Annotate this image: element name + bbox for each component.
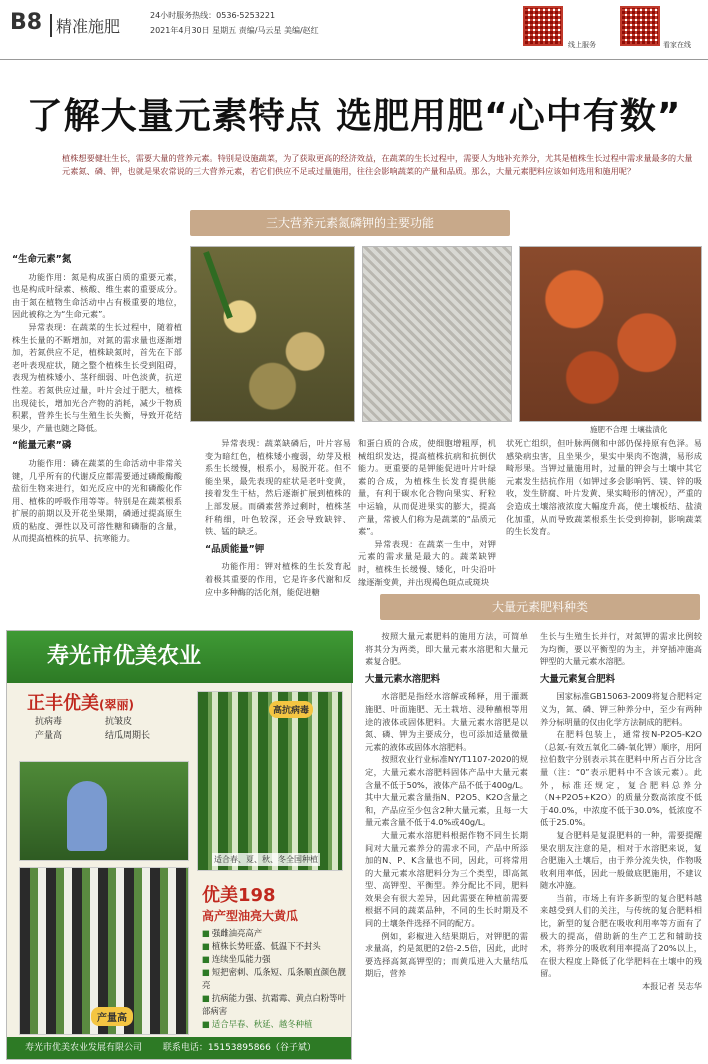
section-banner: 大量元素肥料种类	[380, 594, 700, 620]
ad-suitability: 适合春、夏、秋、冬全国种植	[214, 855, 318, 864]
paragraph: 在肥料包装上，通常按N-P2O5-K2O（总氮-有效五氧化二磷-氧化钾）顺序，用阿拉伯数字分别表示其在肥料中所占百分比含量（注：“0”表示肥料中不含该元素）。此外，标准还规定，复合肥料总养分（N+P2O5+K2O）的质量分数高浓度不低于40.0%，中浓度不低于30.0%，低浓度不低于25.0%。	[540, 729, 702, 828]
person-image	[67, 781, 107, 851]
ad-contact[interactable]: 联系电话：15153895866（谷子斌）	[162, 1043, 316, 1053]
ad-product-title: 优美198	[202, 885, 276, 906]
subheading: “能量元素”磷	[12, 440, 72, 452]
paragraph: 复合肥料是复混肥料的一种，需要提醒果农朋友注意的是，相对于水溶肥来说，复合肥施入土壤后，由于养分流失快，作物吸收利用率低，因此一般做底肥施用，不建议随水冲施。	[540, 829, 702, 891]
ad-product-subtitle: 高产型油亮大黄瓜	[202, 909, 299, 923]
ad-feature: ■ 适合早春、秋延、越冬种植	[202, 1018, 347, 1031]
byline: 本报记者 吴志华	[642, 981, 702, 992]
ad-feature: 抗病毒	[35, 717, 63, 727]
subheading: 大量元素水溶肥料	[365, 673, 441, 685]
ad-feature-list	[202, 927, 347, 1031]
ad-product-alias: (翠丽)	[99, 698, 134, 712]
ad-photo-cucumbers	[197, 691, 343, 871]
paragraph: 异常表现：在蔬菜的生长过程中，随着植株生长量的不断增加，对氮的需求量也逐渐增加，若氮供应不足，植株缺氮时，首先在下部老叶表现症状，随之整个植株生长受到阻碍，表现为植株矮小、茎秆细弱、叶色淡黄，抗逆性差。若氮供应过量，叶片会过于肥大，植株出现徒长，增加光合产物的消耗，减少干物质积累，营养生长与生殖生长失衡，导致开花结果少，产量也随之降低。	[12, 321, 182, 433]
subheading: 大量元素复合肥料	[540, 673, 616, 685]
ad-product-title	[27, 689, 134, 715]
ad-badge: 产量高	[91, 1007, 133, 1026]
qr-caption: 看家在线	[663, 41, 691, 49]
page-header	[0, 0, 708, 60]
paragraph: 当前，市场上有许多新型的复合肥料越来越受到人们的关注，与传统的复合肥料相比，新型的复合肥在吸收利用率等方面有了极大的提高，借助新的生产工艺和辅助技术，将养分的吸收利用率提高了20%以上，在很大程度上降低了化学肥料在土壤中的残留。	[540, 892, 702, 979]
paragraph: 按照农业行业标准NY/T1107-2020的规定，大量元素水溶肥料固体产品中大量元素含量不低于50%，液体产品不低于400g/L。其中大量元素含量指N、P2O5、K2O含量之和，产品应至少包含2种大量元素，且每一大量元素含量不低于4.0%或40g/L。	[365, 754, 528, 828]
ad-feature-list	[35, 715, 195, 743]
advertisement	[6, 630, 352, 1060]
ad-footer	[7, 1037, 351, 1059]
ad-feature: ■ 连续坐瓜能力强	[202, 953, 347, 966]
hotline: 24小时服务热线：0536-5253221	[150, 11, 276, 20]
paragraph: 大量元素水溶肥料根据作物不同生长期间对大量元素养分的需求不同，产品中所添加的N、P、K含量也不同，因此，可将常用的大量元素水溶肥料分为三个类型，即高氮型、高钾型、平衡型。养分配比不同，肥料效果会有很大差异，因此需要在种植前需要根据不同的蔬菜品种，不同的生长时期及不同的土壤条件选择不同的配方。	[365, 829, 528, 929]
ad-feature: ■ 抗病能力强、抗霜霉、黄点白粉等叶部病害	[202, 992, 347, 1018]
paragraph: 和蛋白质的合成，使细胞增粗厚，机械组织发达，提高植株抗病和抗倒伏能力。更重要的是钾能促进叶片叶绿素的合成，为植株生长发育提供能量，有利于碳水化合物向果实、籽粒中运输，从而促进果实的膨大，提高产量，常被人们称为是蔬菜的“品质元素”。	[358, 438, 496, 537]
article-column	[205, 437, 351, 657]
page-number: B8	[10, 10, 43, 35]
paragraph: 异常表现：蔬菜缺磷后，叶片容易变为暗红色，植株矮小瘦弱，幼芽及根系生长缓慢，根系小，易脱开花。但不能坐果，最先表现的症状是老叶变黄，接着发生干枯，然后逐渐扩展到植株的上部发展。而磷素营养过剩时，植株茎秆稍细，叶色较深，还会导致缺锌、铁、锰的缺乏。	[205, 438, 351, 537]
ad-feature: 抗皱皮	[105, 717, 133, 727]
ad-feature: 产量高	[35, 731, 63, 741]
paragraph: 例如，彩椒进入结果期后，对钾肥的需求量高，约是氮肥的2倍-2.5倍，因此，此时要选择高氮高钾型的；而黄瓜进入大量结瓜期后，营养	[365, 930, 528, 979]
paragraph: 功能作用：钾对植株的生长发育起着极其重要的作用，它是许多代谢和反应中多种酶的活化剂，能促进糖	[205, 561, 351, 597]
soil-photo	[362, 246, 512, 422]
ad-feature: 结瓜周期长	[105, 731, 151, 741]
ad-feature: ■ 强雌油亮高产	[202, 927, 347, 940]
qr-caption: 线上服务	[568, 41, 596, 49]
article-column	[12, 248, 182, 638]
ad-header: 寿光市优美农业	[7, 631, 353, 683]
ad-feature: ■ 短把密刺、瓜条短、瓜条顺直颜色靓亮	[202, 966, 347, 992]
qr-code-icon[interactable]	[620, 6, 660, 46]
paragraph: 异常表现：在蔬菜一生中，对钾元素的需求量是最大的。蔬菜缺钾时，植株生长缓慢、矮化，叶尖沿叶缘逐渐变黄，并出现褐色斑点或斑块	[358, 538, 496, 587]
ad-badge: 高抗病毒	[269, 701, 313, 718]
paragraph: 状死亡组织，但叶脉两侧和中部仍保持原有色泽。易感染病虫害，且坐果少，果实中果肉不饱满，易形成畸形果。当钾过量施用时，过量的钾会与土壤中其它元素发生拮抗作用（如钾过多会影响钙、镁、锌的吸收，发生脐腐、叶片发黄、果实畸形的情况），严重的会造成土壤溶液浓度大幅度升高，使土壤板结、盐渍化加重，从而导致蔬菜根系生长受到抑制，影响蔬菜的生长发育。	[506, 438, 702, 537]
lead-paragraph: 植株想要健壮生长，需要大量的营养元素。特别是设施蔬菜，为了获取更高的经济效益，在蔬菜的生长过程中，需要人为地补充养分，尤其是植株生长过程中需求量最多的大量元素氮、磷、钾，也就是果农常说的三大营养元素，若它们供应不足或过量施用，往往会影响蔬菜的产量和品质。那么，大量元素肥料应该如何选用和施用呢？	[12, 150, 702, 202]
article-column	[540, 630, 702, 1060]
section-name: 精准施肥	[50, 14, 120, 37]
article-column	[358, 437, 496, 597]
photo-caption: 施肥不合理 土壤盐渍化	[590, 425, 668, 434]
ad-product-name: 正丰优美	[27, 693, 99, 714]
article-column	[506, 437, 702, 597]
paragraph: 生长与生殖生长并行，对氮钾的需求比例较为均衡，要以平衡型的为主，并穿插冲施高钾型的大量元素水溶肥。	[540, 631, 702, 667]
paragraph: 功能作用：磷在蔬菜的生命活动中非常关键，几乎所有的代谢反应都需要通过磷酸酶酸盐衍生物来进行，如光反应中的光和磷酸化作用、植株的呼吸作用等等。特别是在蔬菜根系扩展的前期以及开花坐果期，磷通过提高原生质的粘度、弹性以及可溶性糖和磷脂的含量，从而提高植株的抗旱、抗寒能力。	[12, 457, 182, 544]
paragraph: 水溶肥是指经水溶解或稀释，用于灌溉施肥、叶面施肥、无土栽培、浸种蘸根等用途的液体或固体肥料。大量元素水溶肥是以氮、磷、钾为主要成分，也可添加适量微量元素的液体或固体水溶肥料。	[365, 691, 528, 752]
ad-company: 寿光市优美农业发展有限公司	[25, 1043, 143, 1053]
subheading: “品质能量”钾	[205, 543, 265, 555]
dateline: 2021年4月30日 星期五 责编/马云星 美编/赵红	[150, 26, 319, 35]
headline: 了解大量元素特点 选肥用肥“心中有数”	[26, 96, 682, 137]
paragraph: 国家标准GB15063-2009将复合肥料定义为，氮、磷、钾三种养分中，至少有两种养分标明量的仅由化学方法制成的肥料。	[540, 691, 702, 727]
article-column	[365, 630, 528, 1060]
qr-code-icon[interactable]	[523, 6, 563, 46]
ad-feature: ■ 植株长势旺盛、低温下不封头	[202, 940, 347, 953]
paragraph: 功能作用：氮是构成蛋白质的重要元素，也是构成叶绿素、核酸、维生素的重要成分。由于氮在植物生命活动中占有极重要的地位，因此被称之为“生命元素”。	[12, 271, 182, 320]
soil-photo	[519, 246, 702, 422]
subheading: “生命元素”氮	[12, 254, 72, 265]
section-banner: 三大营养元素氮磷钾的主要功能	[190, 210, 510, 236]
paragraph: 按照大量元素肥料的施用方法，可简单将其分为两类，即大量元素水溶肥和大量元素复合肥。	[365, 631, 528, 667]
